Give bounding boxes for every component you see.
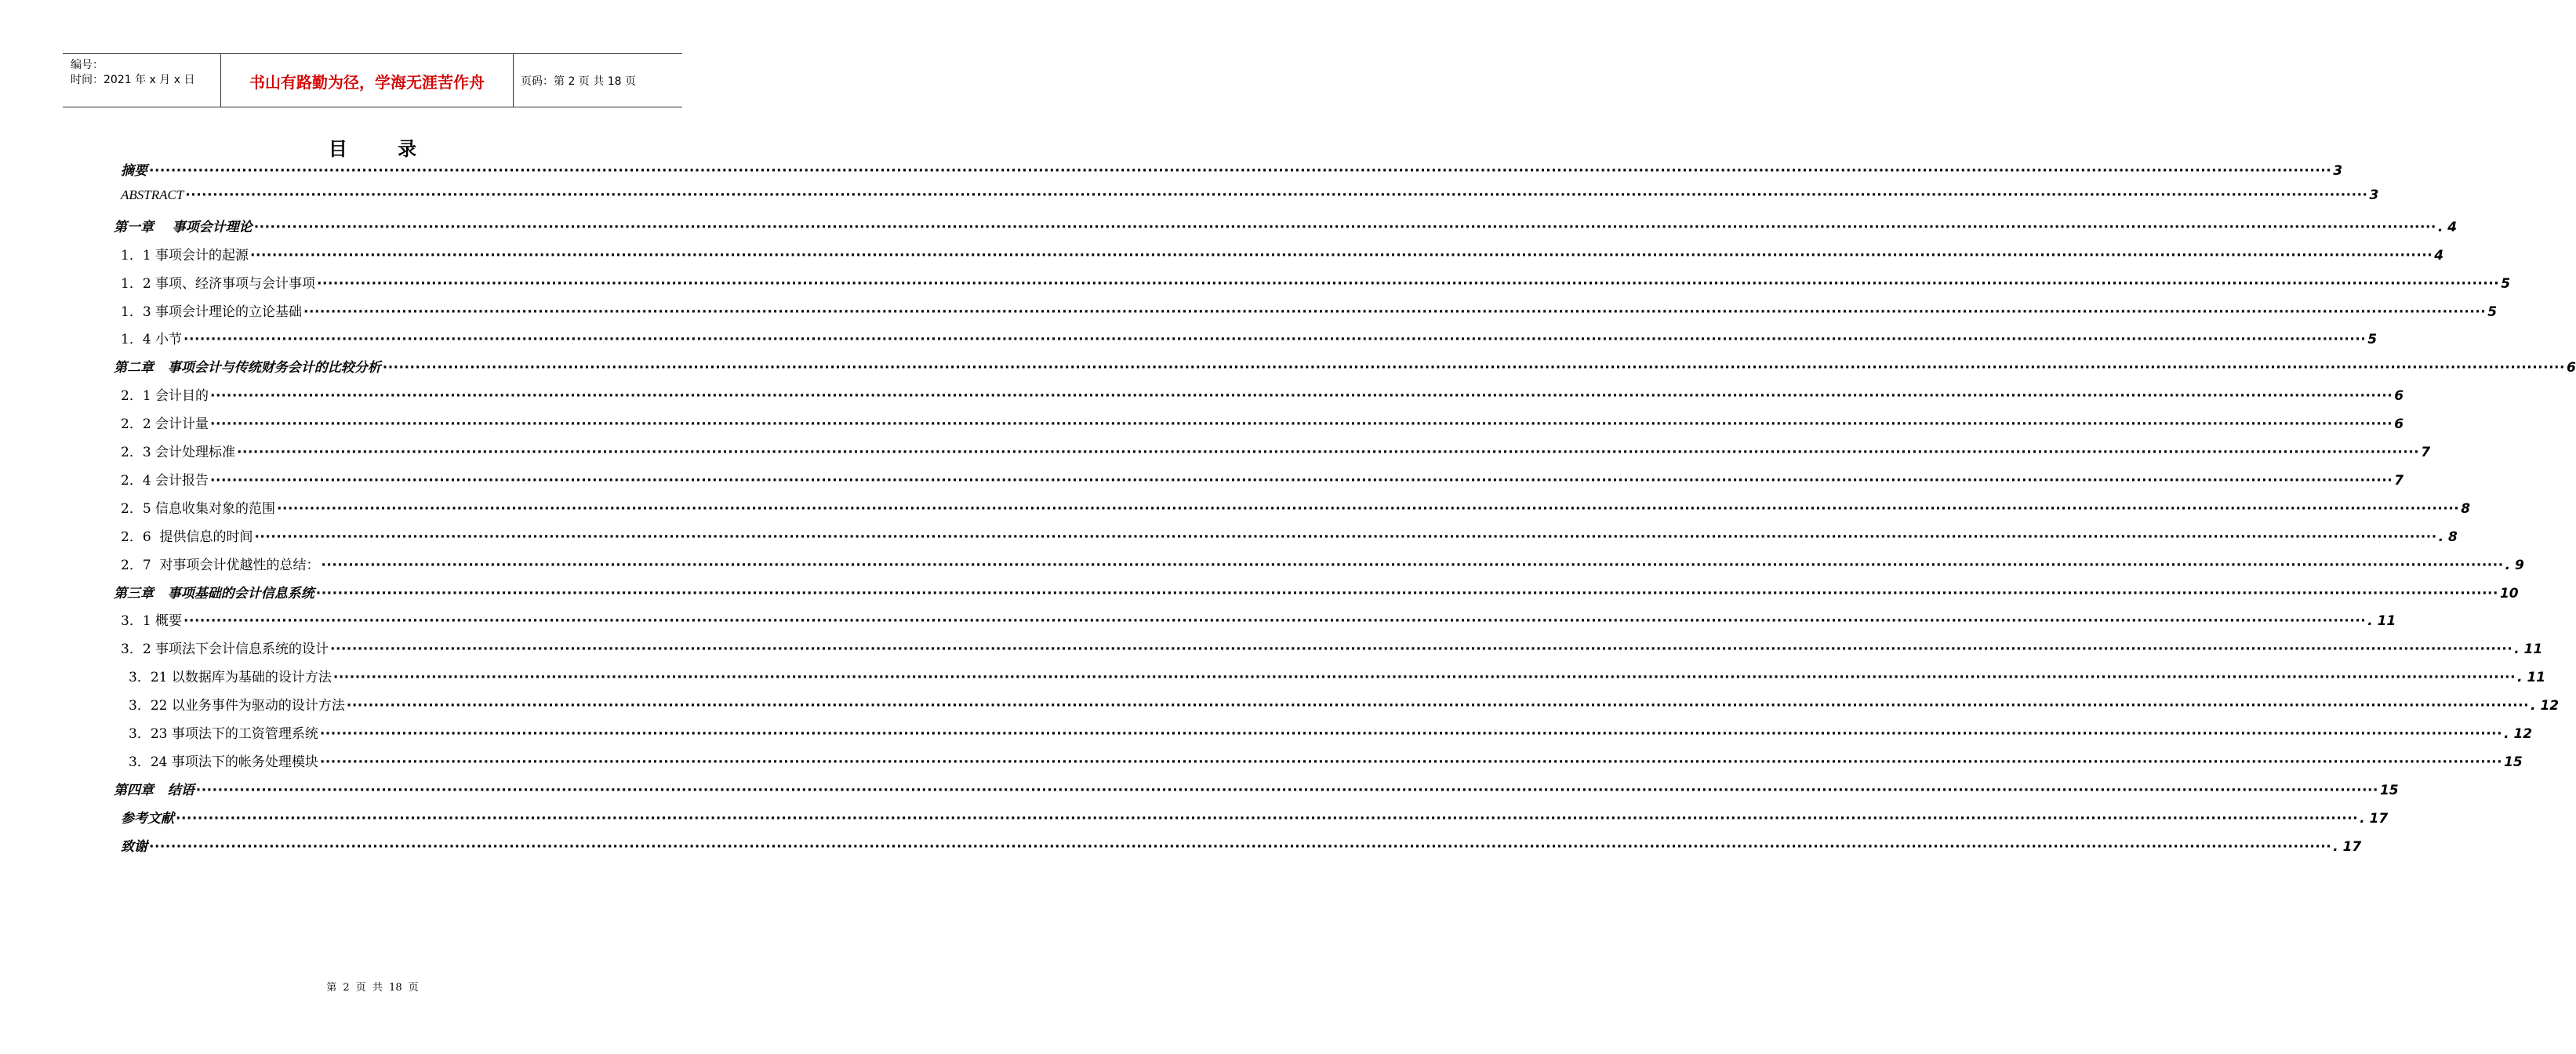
toc-entry-label: 致谢 [121,838,147,855]
toc-entry[interactable] [129,751,2523,771]
header-page-info: 页码：第 2 页 共 18 页 [521,75,636,88]
toc-entry-label: 2．1 会计目的 [121,388,209,405]
toc-entry-page: . 9 [2505,557,2524,573]
toc-leader-dots: ················································································································································································································································································································································································································ [319,726,2503,742]
toc-entry[interactable] [129,722,2533,743]
toc-leader-dots: ················································································································································································································································································································································································································ [149,838,2332,855]
toc-entry-label: 2．7 对事项会计优越性的总结： [121,557,320,573]
toc-entry-page: 5 [2367,332,2378,348]
toc-leader-dots: ················································································································································································································································································································································································································ [237,445,2420,460]
toc-leader-dots: ················································································································································································································································································································································································································ [210,472,2393,489]
toc-leader-dots: ················································································································································································································································································································································································································ [321,557,2504,573]
toc-entry-label: 2．5 信息收集对象的范围 [121,500,276,517]
toc-leader-dots: ················································································································································································································································································································································································································ [315,585,2498,602]
toc-entry[interactable] [129,666,2546,686]
toc-entry-label: 第一章 事项会计理论 [114,219,253,235]
toc-entry-page: 5 [2487,303,2498,320]
toc-entry-label: ABSTRACT [121,187,184,202]
toc-leader-dots: ················································································································································································································································································································································································································ [183,613,2367,630]
toc-leader-dots: ················································································································································································································································································································································································································ [195,782,2378,798]
toc-entry-label: 第二章 事项会计与传统财务会计的比较分析 [114,360,381,376]
toc-leader-dots: ················································································································································································································································································································································································································ [330,641,2513,658]
toc-leader-dots: ················································································································································································································································································································································································································ [332,670,2516,686]
toc-entry-label: 3．1 概要 [121,613,183,630]
toc-entry[interactable] [121,609,2396,630]
toc-entry-page: . 8 [2438,529,2458,545]
toc-entry[interactable] [114,216,2458,236]
toc-entry[interactable] [114,582,2519,602]
toc-entry-page: 3 [2369,187,2379,203]
toc-entry-label: 1．4 小节 [121,332,183,348]
toc-entry[interactable] [121,807,2389,827]
toc-entry[interactable] [121,497,2471,518]
toc-leader-dots: ················································································································································································································································································································································································································ [319,754,2503,770]
toc-title: 目 录 [328,138,439,160]
toc-entry-label: 2．2 会计计量 [121,416,209,433]
toc-entry-page: 6 [2394,388,2404,405]
toc-entry[interactable] [121,835,2362,856]
toc-entry[interactable] [121,469,2404,489]
toc-entry-label: 1．2 事项、经济事项与会计事项 [121,275,316,292]
header-motto: 书山有路勤为径，学海无涯苦作舟 [249,73,485,92]
toc-leader-dots: ················································································································································································································································································································································································································ [210,416,2393,433]
toc-entry-page: 7 [2394,472,2404,489]
toc-entry[interactable] [121,413,2404,433]
toc-entry-page: 3 [2333,163,2343,179]
toc-entry[interactable] [121,244,2444,264]
toc-entry-page: 8 [2461,500,2471,517]
toc-entry-label: 2．3 会计处理标准 [121,445,236,460]
toc-leader-dots: ················································································································································································································································································································································································································ [185,187,2368,203]
toc-entry-label: 摘要 [121,163,147,179]
header-page-cell [513,54,682,107]
toc-entry-page: . 11 [2367,613,2396,630]
toc-entry-label: 3．24 事项法下的帐务处理模块 [129,754,318,770]
toc-leader-dots: ················································································································································································································································································································································································································ [382,360,2565,376]
document-time-label: 时间：2021 年 x 月 x 日 [71,74,195,86]
toc-entry-page: . 12 [2531,698,2560,714]
toc-entry[interactable] [121,525,2458,546]
toc-entry-label: 3．21 以数据库为基础的设计方法 [129,670,332,686]
toc-entry-page: 6 [2566,360,2576,376]
toc-entry[interactable] [121,159,2343,180]
toc-entry-page: 7 [2421,445,2431,460]
toc-entry-page: 6 [2394,416,2404,433]
toc-entry-label: 3．2 事项法下会计信息系统的设计 [121,641,329,658]
toc-entry-page: . 12 [2504,726,2533,742]
toc-entry-label: 3．22 以业务事件为驱动的设计方法 [129,698,345,714]
toc-entry-page: . 4 [2437,219,2458,235]
toc-entry[interactable] [121,384,2404,405]
toc-leader-dots: ················································································································································································································································································································································································································ [303,303,2487,320]
toc-entry[interactable] [129,694,2560,714]
toc-entry-label: 1．3 事项会计理论的立论基础 [121,303,303,320]
toc-entry[interactable] [121,272,2511,293]
toc-entry[interactable] [121,300,2498,321]
document-number-label: 编号： [71,59,104,71]
toc-entry-page: 10 [2499,585,2519,602]
toc-leader-dots: ················································································································································································································································································································································································································ [254,529,2437,545]
page-header [63,53,682,107]
toc-entry-label: 参考文献 [121,810,174,827]
toc-entry-label: 第三章 事项基础的会计信息系统 [114,585,314,602]
toc-entry-label: 2．6 提供信息的时间 [121,529,253,545]
toc-leader-dots: ················································································································································································································································································································································································································ [253,219,2436,235]
toc-leader-dots: ················································································································································································································································································································································································································ [346,698,2530,714]
toc-entry-page: . 11 [2514,641,2543,658]
header-motto-cell [220,54,514,107]
toc-entry-page: . 17 [2360,810,2389,827]
toc-entry-page: 4 [2434,247,2444,264]
toc-entry-page: 5 [2501,275,2511,292]
toc-entry-page: . 11 [2517,670,2546,686]
toc-leader-dots: ················································································································································································································································································································································································································ [176,810,2359,827]
toc-leader-dots: ················································································································································································································································································································································································································ [317,275,2500,292]
toc-entry[interactable] [121,328,2378,348]
toc-entry[interactable] [121,441,2431,461]
toc-entry-label: 2．4 会计报告 [121,472,209,489]
toc-entry-label: 第四章 结语 [114,782,194,798]
toc-leader-dots: ················································································································································································································································································································································································································ [250,247,2433,264]
toc-leader-dots: ················································································································································································································································································································································································································ [210,388,2393,405]
toc-entry-page: . 17 [2333,838,2362,855]
toc-entry-page: 15 [2379,782,2399,798]
toc-entry-page: 15 [2504,754,2523,770]
header-meta-cell [63,54,220,107]
toc-entry[interactable] [121,638,2543,658]
toc-entry-label: 3．23 事项法下的工资管理系统 [129,726,318,742]
toc-entry[interactable] [121,554,2524,574]
page-footer: 第 2 页 共 18 页 [326,982,419,994]
toc-leader-dots: ················································································································································································································································································································································································································ [277,500,2460,517]
toc-leader-dots: ················································································································································································································································································································································································································ [149,163,2332,179]
toc-entry-label: 1．1 事项会计的起源 [121,247,249,264]
toc-leader-dots: ················································································································································································································································································································································································································ [183,332,2367,348]
toc-entry[interactable] [114,779,2399,799]
toc-entry[interactable] [121,187,2379,208]
toc-entry[interactable] [114,356,2576,376]
